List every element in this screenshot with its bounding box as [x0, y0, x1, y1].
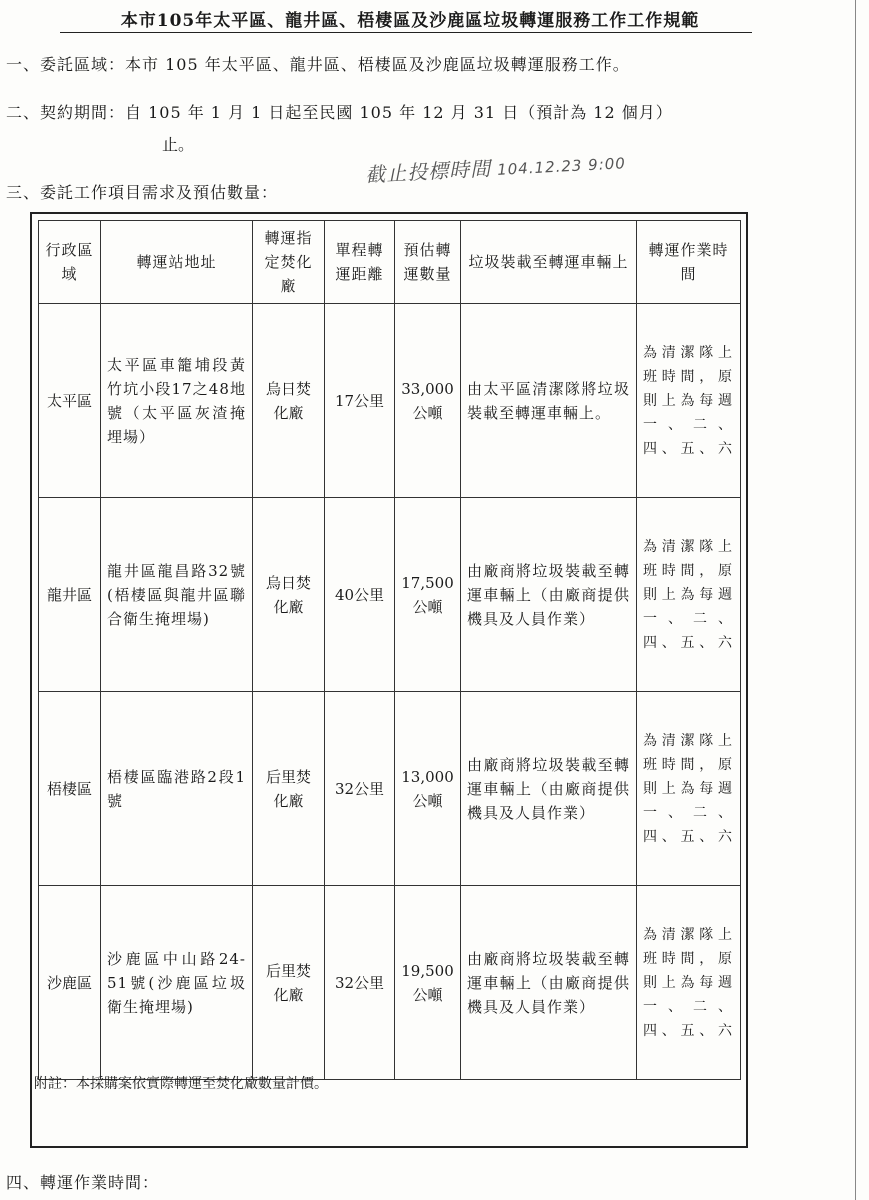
cell-distance: 32公里: [325, 692, 395, 886]
work-items-table: [38, 220, 741, 1080]
scan-edge-line: [855, 0, 856, 1200]
cell-address: 龍井區龍昌路32號(梧棲區與龍井區聯合衛生掩埋場): [101, 498, 253, 692]
quantity-unit: 公噸: [412, 403, 443, 422]
handwritten-deadline-label: 截止投標時間: [364, 156, 492, 187]
cell-schedule: 為清潔隊上班時間，原則上為每週一、二、四、五、六: [637, 304, 741, 498]
handwritten-deadline-datetime: 104.12.23 9:00: [496, 154, 627, 179]
quantity-unit: 公噸: [412, 597, 443, 616]
cell-schedule: 為清潔隊上班時間，原則上為每週一、二、四、五、六: [637, 692, 741, 886]
cell-district: 太平區: [39, 304, 101, 498]
header-loading: 垃圾裝載至轉運車輛上: [461, 221, 637, 304]
document-title: 本市105年太平區、龍井區、梧棲區及沙鹿區垃圾轉運服務工作工作規範: [120, 11, 700, 31]
header-quantity: 預估轉運數量: [395, 221, 461, 304]
table-row: [39, 886, 741, 1080]
cell-loading: 由廠商將垃圾裝載至轉運車輛上（由廠商提供機具及人員作業）: [461, 498, 637, 692]
table-footnote: 附註：本採購案依實際轉運至焚化廠數量計價。: [34, 1076, 328, 1092]
quantity-unit: 公噸: [412, 985, 443, 1004]
table-row: [39, 304, 741, 498]
cell-district: 梧棲區: [39, 692, 101, 886]
handwritten-bid-deadline: [364, 145, 626, 188]
header-address: 轉運站地址: [101, 221, 253, 304]
cell-address: 梧棲區臨港路2段1號: [101, 692, 253, 886]
header-schedule: 轉運作業時間: [637, 221, 741, 304]
quantity-value: 13,000: [401, 767, 454, 786]
section-3-work-items: 三、委託工作項目需求及預估數量：: [6, 183, 279, 202]
cell-plant: 烏日焚化廠: [253, 304, 325, 498]
cell-quantity: [395, 886, 461, 1080]
quantity-value: 33,000: [401, 379, 454, 398]
cell-loading: 由廠商將垃圾裝載至轉運車輛上（由廠商提供機具及人員作業）: [461, 692, 637, 886]
quantity-value: 19,500: [401, 961, 454, 980]
cell-district: 沙鹿區: [39, 886, 101, 1080]
header-plant: 轉運指定焚化廠: [253, 221, 325, 304]
cell-loading: 由廠商將垃圾裝載至轉運車輛上（由廠商提供機具及人員作業）: [461, 886, 637, 1080]
cell-plant: 后里焚化廠: [253, 886, 325, 1080]
table-row: [39, 498, 741, 692]
section-2-contract-period: 二、契約期間：自 105 年 1 月 1 日起至民國 105 年 12 月 31 日（預計為 12 個月）: [6, 103, 673, 122]
cell-schedule: 為清潔隊上班時間，原則上為每週一、二、四、五、六: [637, 498, 741, 692]
header-district: 行政區域: [39, 221, 101, 304]
quantity-unit: 公噸: [412, 791, 443, 810]
cell-schedule: 為清潔隊上班時間，原則上為每週一、二、四、五、六: [637, 886, 741, 1080]
section-2-continuation: 止。: [162, 135, 195, 154]
section-4-operation-time: 四、轉運作業時間：: [6, 1173, 160, 1192]
cell-distance: 40公里: [325, 498, 395, 692]
cell-distance: 32公里: [325, 886, 395, 1080]
cell-address: 太平區車籠埔段黃竹坑小段17之48地號（太平區灰渣掩埋場）: [101, 304, 253, 498]
cell-quantity: [395, 304, 461, 498]
section-1-entrusted-area: 一、委託區域：本市 105 年太平區、龍井區、梧棲區及沙鹿區垃圾轉運服務工作。: [6, 55, 630, 74]
cell-plant: 后里焚化廠: [253, 692, 325, 886]
cell-district: 龍井區: [39, 498, 101, 692]
cell-distance: 17公里: [325, 304, 395, 498]
cell-loading: 由太平區清潔隊將垃圾裝載至轉運車輛上。: [461, 304, 637, 498]
cell-quantity: [395, 692, 461, 886]
table-header-row: [39, 221, 741, 304]
cell-address: 沙鹿區中山路24-51號(沙鹿區垃圾衛生掩埋場): [101, 886, 253, 1080]
cell-plant: 烏日焚化廠: [253, 498, 325, 692]
header-distance: 單程轉運距離: [325, 221, 395, 304]
table-row: [39, 692, 741, 886]
cell-quantity: [395, 498, 461, 692]
title-underline: [60, 32, 752, 33]
quantity-value: 17,500: [401, 573, 454, 592]
